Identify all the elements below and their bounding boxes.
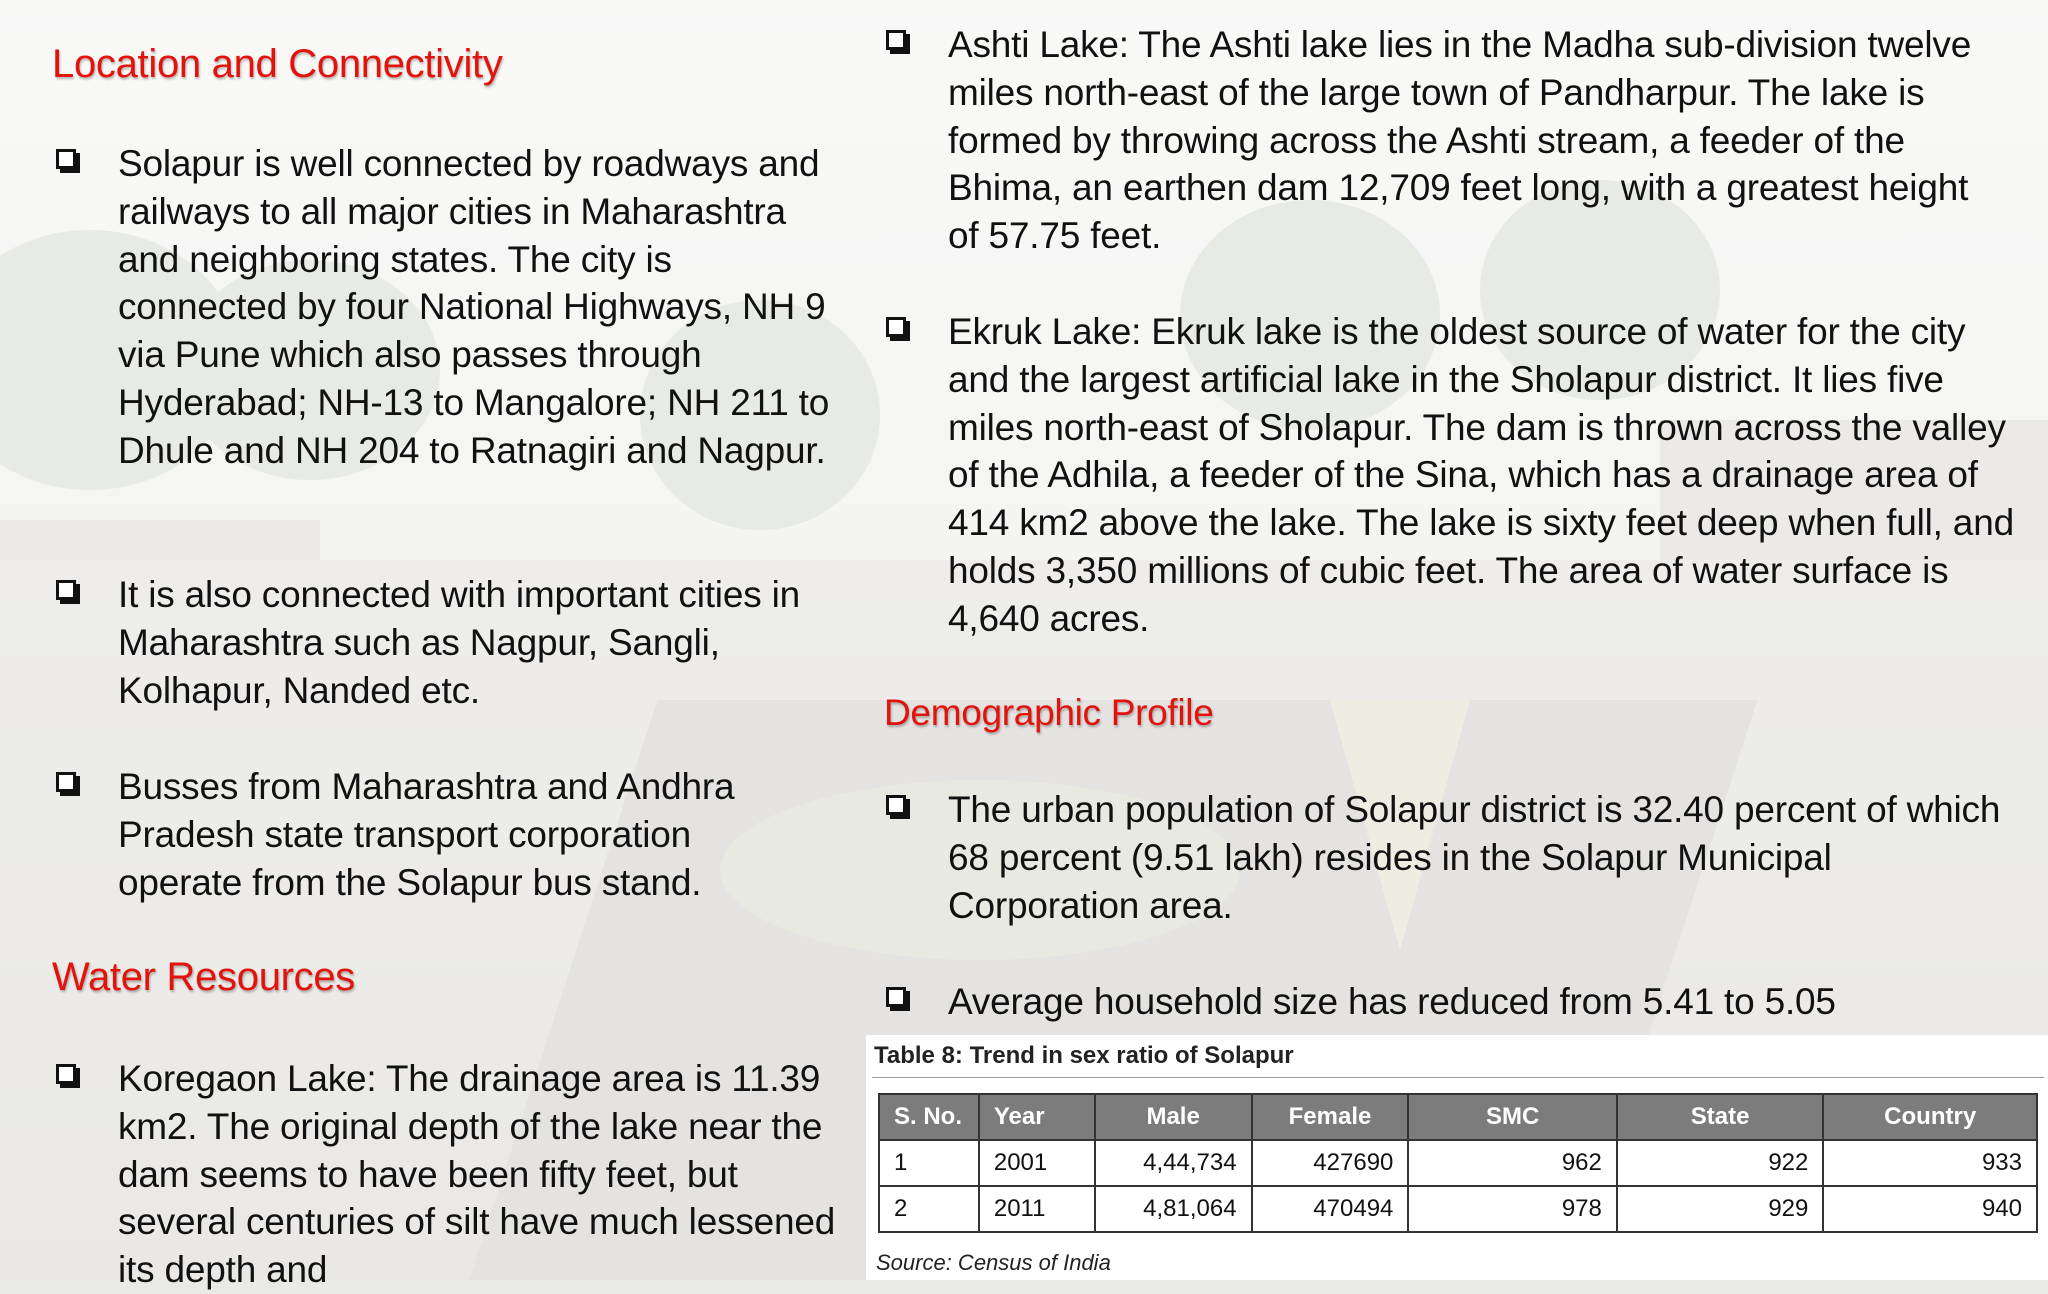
cell-smc: 978 (1408, 1186, 1616, 1232)
cell-state: 922 (1617, 1140, 1824, 1186)
sex-ratio-table-panel (866, 1035, 2048, 1280)
table-row (879, 1140, 2037, 1186)
header-country: Country (1823, 1094, 2037, 1140)
checkbox-bullet-icon (886, 987, 906, 1007)
cell-state: 929 (1617, 1186, 1824, 1232)
bullet-text: Koregaon Lake: The drainage area is 11.39 km2. The original depth of the lake near the dam seems to have been fifty feet, but several centuries of silt have much lessened its depth and (118, 1058, 836, 1291)
sex-ratio-table (878, 1093, 2038, 1233)
bullet-koregaon-lake (56, 1055, 836, 1294)
header-male: Male (1095, 1094, 1252, 1140)
header-s-no: S. No. (879, 1094, 979, 1140)
checkbox-bullet-icon (886, 795, 906, 815)
cell-country: 940 (1823, 1186, 2037, 1232)
checkbox-bullet-icon (56, 772, 76, 792)
cell-s-no: 1 (879, 1140, 979, 1186)
water-resources-heading: Water Resources (52, 955, 356, 999)
checkbox-bullet-icon (56, 580, 76, 600)
cell-male: 4,44,734 (1095, 1140, 1252, 1186)
bullet-text: Busses from Maharashtra and Andhra Pradesh state transport corporation operate from the Solapur bus stand. (118, 766, 735, 903)
bullet-household-size (886, 978, 2006, 1026)
bullet-ekruk-lake (886, 308, 2026, 643)
table-caption: Table 8: Trend in sex ratio of Solapur (874, 1042, 1294, 1069)
cell-country: 933 (1823, 1140, 2037, 1186)
cell-year: 2011 (979, 1186, 1095, 1232)
caption-divider (872, 1077, 2044, 1078)
cell-female: 470494 (1252, 1186, 1409, 1232)
bullet-text: It is also connected with important cities in Maharashtra such as Nagpur, Sangli, Kolhapur, Nanded etc. (118, 574, 800, 711)
cell-smc: 962 (1408, 1140, 1616, 1186)
bullet-urban-population (886, 786, 2006, 929)
header-state: State (1617, 1094, 1824, 1140)
cell-s-no: 2 (879, 1186, 979, 1232)
bullet-text: Ashti Lake: The Ashti lake lies in the Madha sub-division twelve miles north-east of the large town of Pandharpur. The lake is formed by throwing across the Ashti stream, a feeder of the Bhima, an earthen dam 12,709 feet long, with a greatest height of 57.75 feet. (948, 24, 1972, 257)
bullet-ashti-lake (886, 21, 2006, 260)
cell-year: 2001 (979, 1140, 1095, 1186)
bullet-text: The urban population of Solapur district is 32.40 percent of which 68 percent (9.51 lakh) resides in the Solapur Municipal Corporation area. (948, 789, 2001, 926)
header-female: Female (1252, 1094, 1409, 1140)
header-smc: SMC (1408, 1094, 1616, 1140)
bullet-location-1 (56, 140, 836, 475)
bullet-text: Average household size has reduced from 5.41 to 5.05 (948, 981, 1836, 1022)
checkbox-bullet-icon (56, 149, 76, 169)
header-year: Year (979, 1094, 1095, 1140)
checkbox-bullet-icon (56, 1064, 76, 1084)
checkbox-bullet-icon (886, 317, 906, 337)
bullet-location-2 (56, 571, 846, 714)
cell-male: 4,81,064 (1095, 1186, 1252, 1232)
cell-female: 427690 (1252, 1140, 1409, 1186)
table-row (879, 1186, 2037, 1232)
table-header-row (879, 1094, 2037, 1140)
demographic-heading: Demographic Profile (884, 692, 1214, 733)
bullet-location-3 (56, 763, 816, 906)
bullet-text: Solapur is well connected by roadways and railways to all major cities in Maharashtra and neighboring states. The city is connected by four National Highways, NH 9 via Pune which also passes through Hyderabad; NH-13 to Mangalore; NH 211 to Dhule and NH 204 to Ratnagiri and Nagpur. (118, 143, 830, 471)
table-source: Source: Census of India (876, 1250, 1111, 1275)
location-heading: Location and Connectivity (52, 42, 503, 86)
bullet-text: Ekruk Lake: Ekruk lake is the oldest source of water for the city and the largest artificial lake in the Sholapur district. It lies five miles north-east of Sholapur. The dam is thrown across the valley of the Adhila, a feeder of the Sina, which has a drainage area of 414 km2 above the lake. The lake is sixty feet deep when full, and holds 3,350 millions of cubic feet. The area of water surface is 4,640 acres. (948, 311, 2014, 639)
checkbox-bullet-icon (886, 30, 906, 50)
